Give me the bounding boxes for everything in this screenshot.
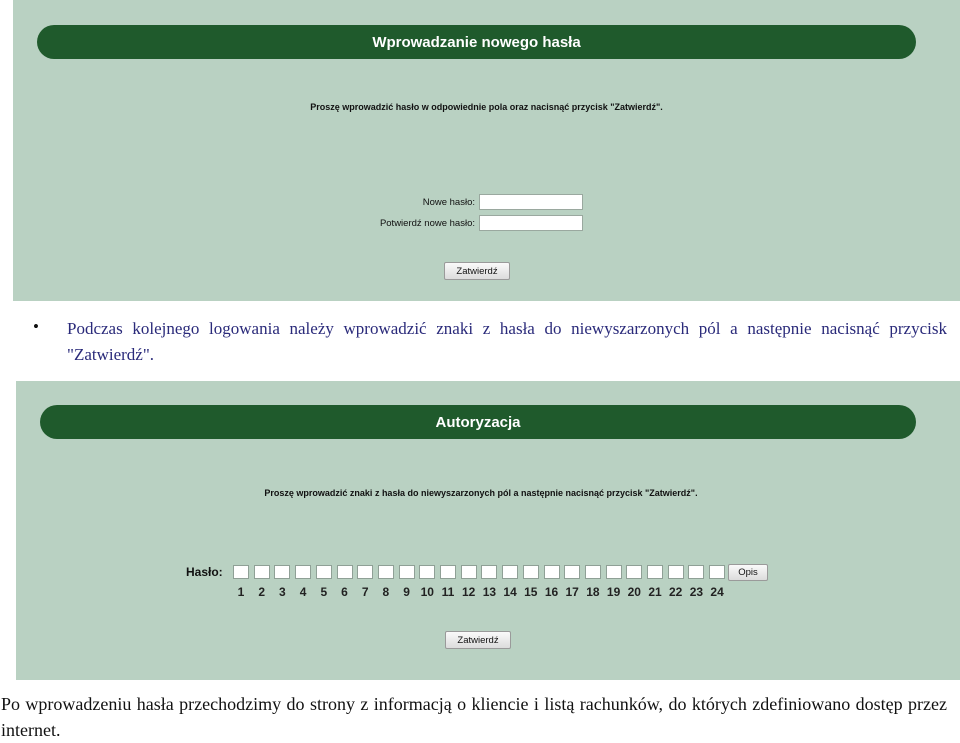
password-char-field[interactable] bbox=[399, 565, 415, 579]
password-char-field[interactable] bbox=[419, 565, 435, 579]
password-position-number: 3 bbox=[279, 585, 286, 599]
new-password-header bbox=[37, 25, 916, 59]
confirm-password-input[interactable] bbox=[479, 215, 583, 231]
authorization-title: Autoryzacja bbox=[435, 413, 521, 431]
password-position-number: 8 bbox=[382, 585, 390, 599]
password-position-number: 10 bbox=[420, 585, 434, 599]
password-char-field[interactable] bbox=[668, 565, 684, 579]
password-position-number: 1 bbox=[237, 585, 245, 599]
password-position-number: 4 bbox=[299, 585, 307, 599]
password-char-field[interactable] bbox=[523, 565, 539, 579]
authorization-screenshot bbox=[16, 381, 960, 680]
password-char-field[interactable] bbox=[502, 565, 518, 579]
password-position-number: 24 bbox=[710, 585, 724, 599]
password-position-number: 16 bbox=[544, 585, 559, 599]
new-password-instruction: Proszę wprowadzić hasło w odpowiednie pola oraz nacisnąć przycisk "Zatwierdź". bbox=[310, 102, 663, 112]
password-position-number: 6 bbox=[341, 585, 348, 599]
password-char-field[interactable] bbox=[233, 565, 249, 579]
password-position-number: 2 bbox=[258, 585, 266, 599]
password-position-number: 14 bbox=[503, 585, 517, 599]
password-position-number: 21 bbox=[648, 585, 662, 599]
submit-button-label: Zatwierdź bbox=[456, 265, 498, 277]
authorization-header bbox=[40, 405, 916, 439]
authorize-submit-button[interactable] bbox=[445, 631, 511, 649]
password-char-field[interactable] bbox=[481, 565, 497, 579]
password-char-field[interactable] bbox=[274, 565, 290, 579]
confirm-password-label: Potwierdź nowe hasło: bbox=[379, 218, 475, 229]
password-char-field[interactable] bbox=[564, 565, 580, 579]
password-position-number: 11 bbox=[441, 585, 455, 599]
describe-button[interactable] bbox=[728, 564, 768, 581]
submit-button[interactable] bbox=[444, 262, 510, 280]
bullet-text: Podczas kolejnego logowania należy wprowadzić znaki z hasła do niewyszarzonych pól a następnie nacisnąć przycisk "Zatwierdź". bbox=[67, 319, 947, 364]
authorize-submit-label: Zatwierdź bbox=[457, 634, 499, 646]
password-position-number: 12 bbox=[462, 585, 476, 599]
password-position-number: 7 bbox=[361, 585, 369, 599]
password-char-field[interactable] bbox=[254, 565, 270, 579]
password-char-field[interactable] bbox=[647, 565, 663, 579]
password-position-number: 15 bbox=[524, 585, 538, 599]
password-char-field[interactable] bbox=[709, 565, 725, 579]
new-password-input[interactable] bbox=[479, 194, 583, 210]
password-char-field[interactable] bbox=[544, 565, 560, 579]
password-position-number: 22 bbox=[669, 585, 683, 599]
password-char-field[interactable] bbox=[357, 565, 373, 579]
password-position-number: 20 bbox=[627, 585, 641, 599]
password-position-number: 9 bbox=[403, 585, 410, 599]
new-password-label: Nowe hasło: bbox=[422, 197, 475, 208]
description-paragraph: Po wprowadzeniu hasła przechodzimy do strony z informacją o kliencie i listą rachunków, do których zdefiniowano dostęp przez internet. bbox=[1, 694, 947, 740]
new-password-screenshot bbox=[13, 0, 960, 301]
password-position-number: 23 bbox=[689, 585, 704, 599]
password-position-number: 18 bbox=[586, 585, 600, 599]
password-char-field[interactable] bbox=[316, 565, 332, 579]
new-password-title: Wprowadzanie nowego hasła bbox=[372, 33, 581, 51]
password-char-field[interactable] bbox=[337, 565, 353, 579]
password-char-field[interactable] bbox=[688, 565, 704, 579]
password-char-field[interactable] bbox=[440, 565, 456, 579]
password-char-field[interactable] bbox=[585, 565, 601, 579]
password-char-field[interactable] bbox=[295, 565, 311, 579]
password-label: Hasło: bbox=[186, 565, 223, 579]
password-char-field[interactable] bbox=[378, 565, 394, 579]
bullet-icon: • bbox=[33, 317, 39, 336]
describe-button-label: Opis bbox=[738, 567, 758, 578]
password-position-number: 5 bbox=[320, 585, 328, 599]
password-char-field[interactable] bbox=[626, 565, 642, 579]
password-position-number: 13 bbox=[482, 585, 497, 599]
authorization-instruction: Proszę wprowadzić znaki z hasła do niewyszarzonych pól a następnie nacisnąć przycisk "Zatwierdź". bbox=[264, 488, 698, 498]
password-position-number: 19 bbox=[606, 585, 621, 599]
password-char-field[interactable] bbox=[461, 565, 477, 579]
password-char-field[interactable] bbox=[606, 565, 622, 579]
password-position-number: 17 bbox=[565, 585, 579, 599]
